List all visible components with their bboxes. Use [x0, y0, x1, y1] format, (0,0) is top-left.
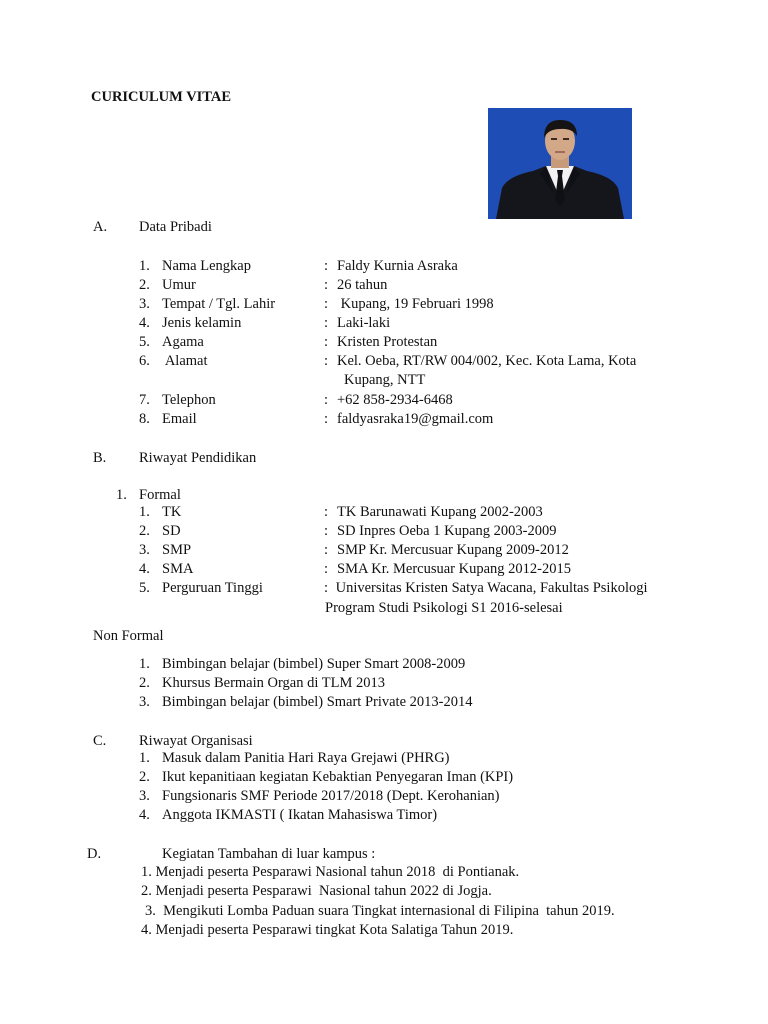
- section-b-heading: Riwayat Pendidikan: [139, 450, 257, 466]
- field-value: +62 858-2934-6468: [337, 392, 453, 408]
- list-item-number: 5.: [139, 580, 150, 596]
- section-b-letter: B.: [93, 450, 107, 466]
- field-value: 26 tahun: [337, 277, 388, 293]
- field-label: SMP: [162, 542, 192, 558]
- section-d-heading: Kegiatan Tambahan di luar kampus :: [162, 846, 376, 862]
- field-label: TK: [162, 504, 182, 520]
- list-item-number: 1.: [139, 656, 150, 672]
- section-a-heading: Data Pribadi: [139, 219, 212, 235]
- field-separator: :: [324, 542, 329, 558]
- field-value: SMA Kr. Mercusuar Kupang 2012-2015: [337, 561, 571, 577]
- field-value: TK Barunawati Kupang 2002-2003: [337, 504, 543, 520]
- list-item-text: Bimbingan belajar (bimbel) Super Smart 2008-2009: [162, 656, 466, 672]
- list-item-number: 7.: [139, 392, 150, 408]
- list-item-number: 3.: [139, 788, 150, 804]
- list-item-text: Khursus Bermain Organ di TLM 2013: [162, 675, 385, 691]
- section-c-heading: Riwayat Organisasi: [139, 733, 253, 749]
- list-item-text: Anggota IKMASTI ( Ikatan Mahasiswa Timor): [162, 807, 438, 823]
- list-item-text: Fungsionaris SMF Periode 2017/2018 (Dept. Kerohanian): [162, 788, 500, 804]
- list-item-number: 3.: [139, 296, 150, 312]
- field-value: Laki-laki: [337, 315, 391, 331]
- field-label: Telephon: [162, 392, 216, 408]
- list-item-number: 1.: [139, 258, 150, 274]
- list-item-number: 5.: [139, 334, 150, 350]
- field-label: Alamat: [162, 353, 208, 369]
- field-value-continuation: Program Studi Psikologi S1 2016-selesai: [325, 600, 563, 616]
- field-label: Jenis kelamin: [162, 315, 242, 331]
- list-item-number: 2.: [139, 769, 150, 785]
- field-value: SMP Kr. Mercusuar Kupang 2009-2012: [337, 542, 569, 558]
- list-item-text: 1. Menjadi peserta Pesparawi Nasional tahun 2018 di Pontianak.: [141, 864, 520, 880]
- field-value: faldyasraka19@gmail.com: [337, 411, 494, 427]
- list-item-text: 2. Menjadi peserta Pesparawi Nasional tahun 2022 di Jogja.: [141, 883, 492, 899]
- list-item-number: 1.: [139, 750, 150, 766]
- person-portrait-icon: [488, 108, 632, 219]
- field-separator: :: [324, 296, 329, 312]
- field-separator: :: [324, 277, 329, 293]
- list-item-text: 4. Menjadi peserta Pesparawi tingkat Kota Salatiga Tahun 2019.: [141, 922, 514, 938]
- field-value: Kel. Oeba, RT/RW 004/002, Kec. Kota Lama, Kota: [337, 353, 637, 369]
- field-label: Perguruan Tinggi: [162, 580, 263, 596]
- field-value: Kristen Protestan: [337, 334, 438, 350]
- page-title: CURICULUM VITAE: [91, 89, 232, 105]
- field-separator: :: [324, 504, 329, 520]
- list-item-number: 4.: [139, 315, 150, 331]
- field-separator: :: [324, 561, 329, 577]
- field-separator: :: [324, 353, 329, 369]
- field-separator: :: [324, 392, 329, 408]
- list-item-text: Masuk dalam Panitia Hari Raya Grejawi (PHRG): [162, 750, 450, 766]
- field-value: Faldy Kurnia Asraka: [337, 258, 458, 274]
- list-item-number: 4.: [139, 807, 150, 823]
- list-item-number: 3.: [139, 542, 150, 558]
- section-c-letter: C.: [93, 733, 107, 749]
- list-item-number: 6.: [139, 353, 150, 369]
- field-label: Tempat / Tgl. Lahir: [162, 296, 276, 312]
- list-item-text: Ikut kepanitiaan kegiatan Kebaktian Penyegaran Iman (KPI): [162, 769, 514, 785]
- field-separator: :: [324, 315, 329, 331]
- list-item-text: 3. Mengikuti Lomba Paduan suara Tingkat internasional di Filipina tahun 2019.: [145, 903, 615, 919]
- field-label: SMA: [162, 561, 194, 577]
- field-separator: :: [324, 580, 329, 596]
- field-separator: :: [324, 334, 329, 350]
- field-separator: :: [324, 258, 329, 274]
- field-separator: :: [324, 411, 329, 427]
- list-item-number: 2.: [139, 675, 150, 691]
- field-label: Email: [162, 411, 197, 427]
- field-label: Umur: [162, 277, 196, 293]
- list-item-number: 2.: [139, 277, 150, 293]
- list-item-number: 4.: [139, 561, 150, 577]
- field-value: Universitas Kristen Satya Wacana, Fakultas Psikologi: [332, 580, 648, 596]
- formal-heading: Formal: [139, 487, 181, 503]
- field-separator: :: [324, 523, 329, 539]
- list-item-number: 2.: [139, 523, 150, 539]
- section-d-letter: D.: [87, 846, 102, 862]
- field-value: Kupang, 19 Februari 1998: [337, 296, 494, 312]
- field-label: SD: [162, 523, 181, 539]
- profile-photo: [488, 108, 632, 219]
- formal-number: 1.: [116, 487, 127, 503]
- section-a-letter: A.: [93, 219, 108, 235]
- field-label: Nama Lengkap: [162, 258, 251, 274]
- list-item-number: 3.: [139, 694, 150, 710]
- field-label: Agama: [162, 334, 204, 350]
- field-value: SD Inpres Oeba 1 Kupang 2003-2009: [337, 523, 557, 539]
- field-value-continuation: Kupang, NTT: [344, 372, 426, 388]
- list-item-number: 8.: [139, 411, 150, 427]
- list-item-text: Bimbingan belajar (bimbel) Smart Private 2013-2014: [162, 694, 473, 710]
- nonformal-heading: Non Formal: [93, 628, 164, 644]
- list-item-number: 1.: [139, 504, 150, 520]
